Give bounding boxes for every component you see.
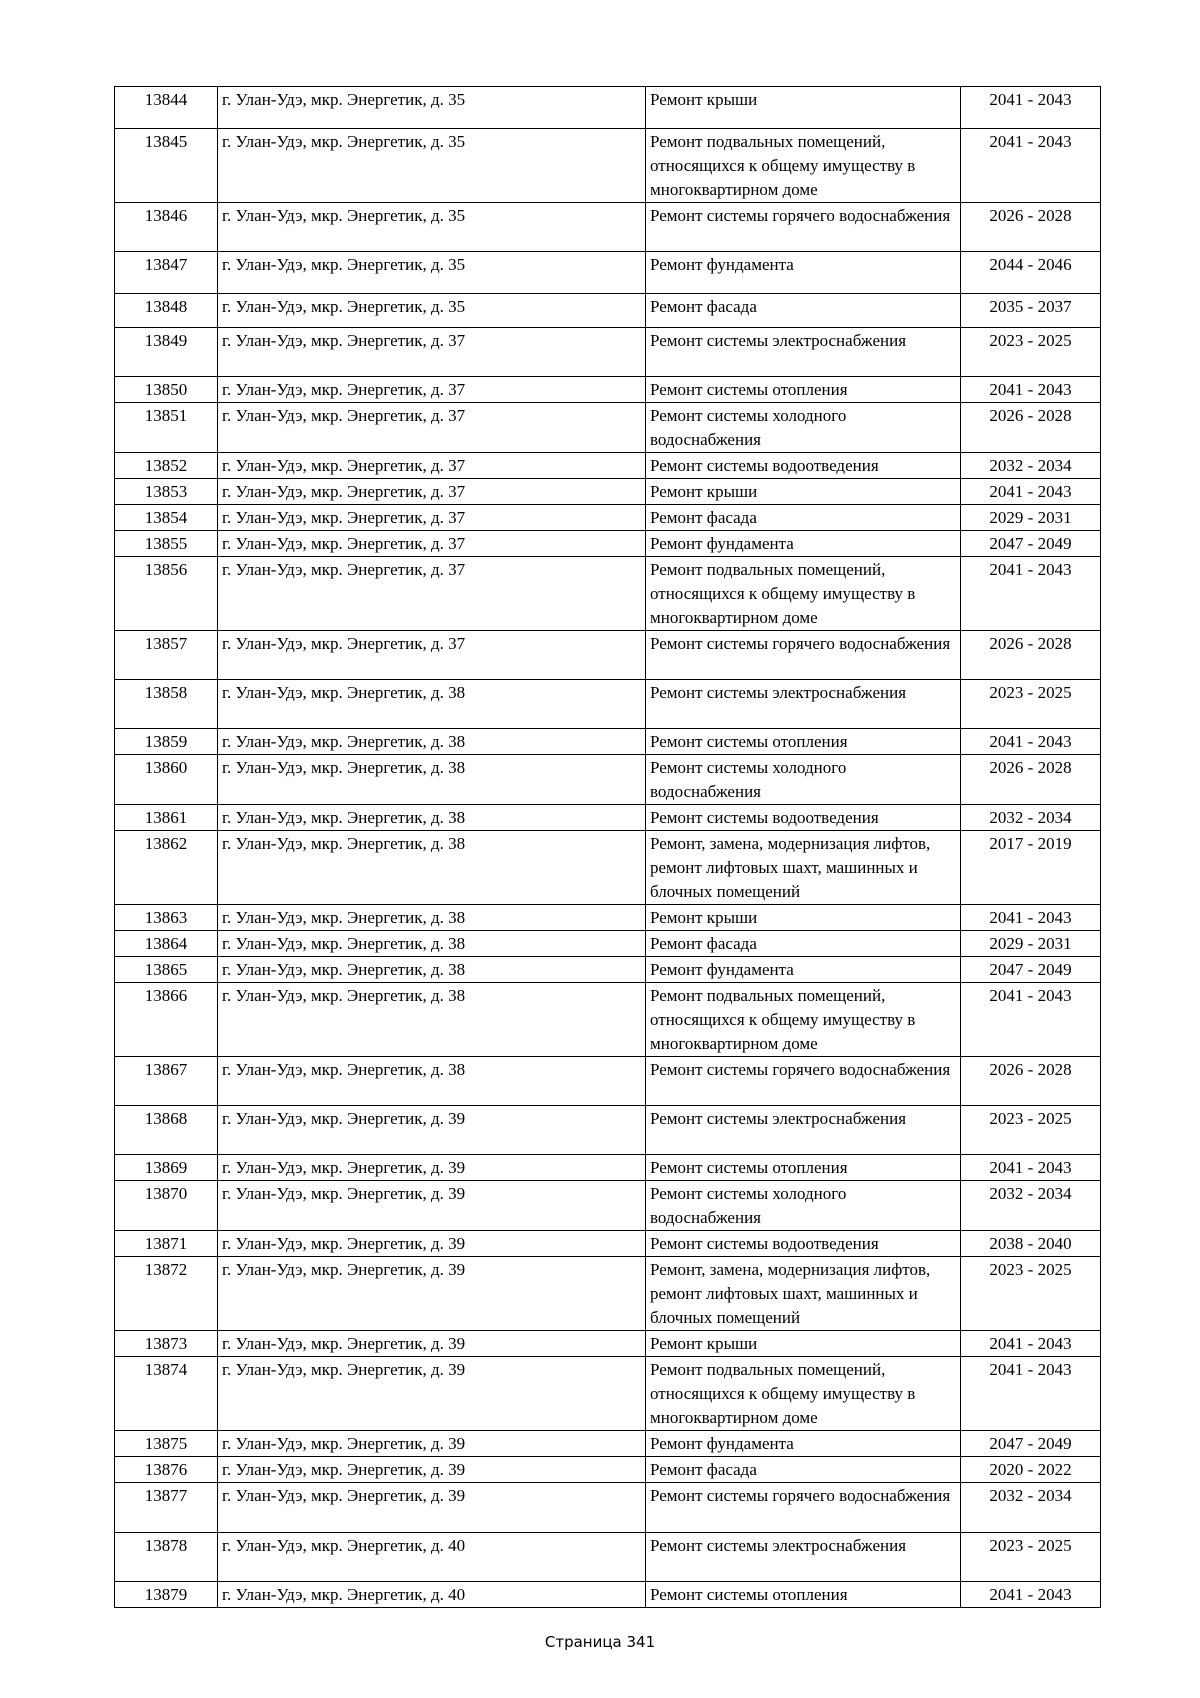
address-cell: г. Улан-Удэ, мкр. Энергетик, д. 38 [218,931,646,957]
address-cell: г. Улан-Удэ, мкр. Энергетик, д. 39 [218,1331,646,1357]
row-number-cell: 13865 [115,957,218,983]
period-cell: 2041 - 2043 [961,479,1101,505]
row-number-cell: 13845 [115,129,218,203]
table-row [115,1457,1101,1483]
row-number-cell: 13846 [115,203,218,252]
period-cell: 2032 - 2034 [961,805,1101,831]
period-cell: 2041 - 2043 [961,729,1101,755]
table-row [115,1331,1101,1357]
work-type-cell: Ремонт системы отопления [646,377,961,403]
address-cell: г. Улан-Удэ, мкр. Энергетик, д. 37 [218,479,646,505]
table-row [115,1057,1101,1106]
table-row [115,680,1101,729]
row-number-cell: 13858 [115,680,218,729]
work-type-cell: Ремонт системы водоотведения [646,1231,961,1257]
table-row [115,377,1101,403]
address-cell: г. Улан-Удэ, мкр. Энергетик, д. 38 [218,729,646,755]
work-type-cell: Ремонт системы электроснабжения [646,328,961,377]
period-cell: 2026 - 2028 [961,1057,1101,1106]
address-cell: г. Улан-Удэ, мкр. Энергетик, д. 39 [218,1181,646,1231]
table-row [115,505,1101,531]
period-cell: 2041 - 2043 [961,983,1101,1057]
table-row [115,1357,1101,1431]
row-number-cell: 13862 [115,831,218,905]
work-type-cell: Ремонт фасада [646,294,961,328]
work-type-cell: Ремонт, замена, модернизация лифтов, ремонт лифтовых шахт, машинных и блочных помещений [646,1257,961,1331]
table-row [115,453,1101,479]
table-row [115,1483,1101,1533]
address-cell: г. Улан-Удэ, мкр. Энергетик, д. 39 [218,1431,646,1457]
work-type-cell: Ремонт системы электроснабжения [646,680,961,729]
address-cell: г. Улан-Удэ, мкр. Энергетик, д. 39 [218,1257,646,1331]
row-number-cell: 13852 [115,453,218,479]
work-type-cell: Ремонт системы горячего водоснабжения [646,1483,961,1533]
period-cell: 2029 - 2031 [961,505,1101,531]
address-cell: г. Улан-Удэ, мкр. Энергетик, д. 39 [218,1483,646,1533]
address-cell: г. Улан-Удэ, мкр. Энергетик, д. 39 [218,1155,646,1181]
row-number-cell: 13876 [115,1457,218,1483]
address-cell: г. Улан-Удэ, мкр. Энергетик, д. 35 [218,203,646,252]
table-row [115,129,1101,203]
work-type-cell: Ремонт системы отопления [646,729,961,755]
period-cell: 2038 - 2040 [961,1231,1101,1257]
period-cell: 2026 - 2028 [961,403,1101,453]
table-row [115,557,1101,631]
work-type-cell: Ремонт системы отопления [646,1582,961,1608]
table-row [115,203,1101,252]
work-type-cell: Ремонт фундамента [646,531,961,557]
work-type-cell: Ремонт крыши [646,479,961,505]
period-cell: 2035 - 2037 [961,294,1101,328]
table-row [115,805,1101,831]
period-cell: 2023 - 2025 [961,1106,1101,1155]
address-cell: г. Улан-Удэ, мкр. Энергетик, д. 38 [218,905,646,931]
work-type-cell: Ремонт подвальных помещений, относящихся к общему имуществу в многоквартирном доме [646,983,961,1057]
table-row [115,831,1101,905]
work-type-cell: Ремонт системы отопления [646,1155,961,1181]
table-row [115,1582,1101,1608]
table-row [115,252,1101,294]
address-cell: г. Улан-Удэ, мкр. Энергетик, д. 37 [218,328,646,377]
row-number-cell: 13872 [115,1257,218,1331]
row-number-cell: 13859 [115,729,218,755]
period-cell: 2041 - 2043 [961,1331,1101,1357]
address-cell: г. Улан-Удэ, мкр. Энергетик, д. 38 [218,1057,646,1106]
address-cell: г. Улан-Удэ, мкр. Энергетик, д. 39 [218,1106,646,1155]
work-type-cell: Ремонт крыши [646,1331,961,1357]
row-number-cell: 13868 [115,1106,218,1155]
work-type-cell: Ремонт фасада [646,1457,961,1483]
table-row [115,729,1101,755]
period-cell: 2032 - 2034 [961,1483,1101,1533]
work-type-cell: Ремонт системы холодного водоснабжения [646,755,961,805]
row-number-cell: 13855 [115,531,218,557]
table-row [115,87,1101,129]
work-type-cell: Ремонт системы водоотведения [646,453,961,479]
table-row [115,1155,1101,1181]
work-type-cell: Ремонт системы горячего водоснабжения [646,203,961,252]
period-cell: 2047 - 2049 [961,957,1101,983]
period-cell: 2041 - 2043 [961,1155,1101,1181]
row-number-cell: 13877 [115,1483,218,1533]
row-number-cell: 13863 [115,905,218,931]
row-number-cell: 13853 [115,479,218,505]
address-cell: г. Улан-Удэ, мкр. Энергетик, д. 38 [218,680,646,729]
address-cell: г. Улан-Удэ, мкр. Энергетик, д. 38 [218,805,646,831]
period-cell: 2026 - 2028 [961,203,1101,252]
address-cell: г. Улан-Удэ, мкр. Энергетик, д. 38 [218,957,646,983]
row-number-cell: 13849 [115,328,218,377]
capital-repair-table [114,86,1101,1608]
period-cell: 2041 - 2043 [961,377,1101,403]
work-type-cell: Ремонт фундамента [646,957,961,983]
work-type-cell: Ремонт системы горячего водоснабжения [646,1057,961,1106]
address-cell: г. Улан-Удэ, мкр. Энергетик, д. 39 [218,1357,646,1431]
row-number-cell: 13850 [115,377,218,403]
row-number-cell: 13857 [115,631,218,680]
table-row [115,479,1101,505]
address-cell: г. Улан-Удэ, мкр. Энергетик, д. 37 [218,403,646,453]
row-number-cell: 13866 [115,983,218,1057]
row-number-cell: 13854 [115,505,218,531]
period-cell: 2041 - 2043 [961,557,1101,631]
period-cell: 2032 - 2034 [961,453,1101,479]
period-cell: 2047 - 2049 [961,1431,1101,1457]
row-number-cell: 13879 [115,1582,218,1608]
table-row [115,755,1101,805]
work-type-cell: Ремонт системы электроснабжения [646,1106,961,1155]
table-row [115,931,1101,957]
page-number: Страница 341 [544,1633,656,1651]
period-cell: 2029 - 2031 [961,931,1101,957]
table-row [115,403,1101,453]
work-type-cell: Ремонт фасада [646,505,961,531]
period-cell: 2041 - 2043 [961,1357,1101,1431]
address-cell: г. Улан-Удэ, мкр. Энергетик, д. 37 [218,505,646,531]
row-number-cell: 13848 [115,294,218,328]
row-number-cell: 13870 [115,1181,218,1231]
address-cell: г. Улан-Удэ, мкр. Энергетик, д. 35 [218,252,646,294]
work-type-cell: Ремонт системы электроснабжения [646,1533,961,1582]
address-cell: г. Улан-Удэ, мкр. Энергетик, д. 40 [218,1533,646,1582]
row-number-cell: 13844 [115,87,218,129]
row-number-cell: 13878 [115,1533,218,1582]
work-type-cell: Ремонт крыши [646,87,961,129]
table-row [115,1533,1101,1582]
work-type-cell: Ремонт системы холодного водоснабжения [646,403,961,453]
address-cell: г. Улан-Удэ, мкр. Энергетик, д. 40 [218,1582,646,1608]
period-cell: 2023 - 2025 [961,680,1101,729]
period-cell: 2023 - 2025 [961,328,1101,377]
address-cell: г. Улан-Удэ, мкр. Энергетик, д. 37 [218,557,646,631]
work-type-cell: Ремонт фасада [646,931,961,957]
table-row [115,1257,1101,1331]
table-body [115,87,1101,1608]
work-type-cell: Ремонт, замена, модернизация лифтов, ремонт лифтовых шахт, машинных и блочных помещений [646,831,961,905]
work-type-cell: Ремонт фундамента [646,252,961,294]
row-number-cell: 13861 [115,805,218,831]
table-row [115,957,1101,983]
row-number-cell: 13871 [115,1231,218,1257]
address-cell: г. Улан-Удэ, мкр. Энергетик, д. 39 [218,1457,646,1483]
period-cell: 2026 - 2028 [961,631,1101,680]
period-cell: 2047 - 2049 [961,531,1101,557]
period-cell: 2020 - 2022 [961,1457,1101,1483]
table-row [115,1431,1101,1457]
row-number-cell: 13856 [115,557,218,631]
row-number-cell: 13873 [115,1331,218,1357]
address-cell: г. Улан-Удэ, мкр. Энергетик, д. 38 [218,755,646,805]
period-cell: 2023 - 2025 [961,1533,1101,1582]
period-cell: 2026 - 2028 [961,755,1101,805]
address-cell: г. Улан-Удэ, мкр. Энергетик, д. 35 [218,87,646,129]
table-row [115,905,1101,931]
work-type-cell: Ремонт подвальных помещений, относящихся к общему имуществу в многоквартирном доме [646,1357,961,1431]
work-type-cell: Ремонт фундамента [646,1431,961,1457]
table-row [115,294,1101,328]
address-cell: г. Улан-Удэ, мкр. Энергетик, д. 35 [218,129,646,203]
row-number-cell: 13847 [115,252,218,294]
work-type-cell: Ремонт крыши [646,905,961,931]
address-cell: г. Улан-Удэ, мкр. Энергетик, д. 37 [218,631,646,680]
address-cell: г. Улан-Удэ, мкр. Энергетик, д. 37 [218,453,646,479]
address-cell: г. Улан-Удэ, мкр. Энергетик, д. 37 [218,531,646,557]
row-number-cell: 13874 [115,1357,218,1431]
address-cell: г. Улан-Удэ, мкр. Энергетик, д. 38 [218,983,646,1057]
work-type-cell: Ремонт подвальных помещений, относящихся к общему имуществу в многоквартирном доме [646,557,961,631]
row-number-cell: 13875 [115,1431,218,1457]
period-cell: 2041 - 2043 [961,87,1101,129]
period-cell: 2041 - 2043 [961,129,1101,203]
address-cell: г. Улан-Удэ, мкр. Энергетик, д. 39 [218,1231,646,1257]
table-row [115,328,1101,377]
period-cell: 2044 - 2046 [961,252,1101,294]
work-type-cell: Ремонт системы водоотведения [646,805,961,831]
address-cell: г. Улан-Удэ, мкр. Энергетик, д. 35 [218,294,646,328]
row-number-cell: 13851 [115,403,218,453]
table-row [115,983,1101,1057]
work-type-cell: Ремонт системы холодного водоснабжения [646,1181,961,1231]
row-number-cell: 13864 [115,931,218,957]
table-row [115,1231,1101,1257]
address-cell: г. Улан-Удэ, мкр. Энергетик, д. 37 [218,377,646,403]
period-cell: 2032 - 2034 [961,1181,1101,1231]
period-cell: 2041 - 2043 [961,905,1101,931]
period-cell: 2041 - 2043 [961,1582,1101,1608]
table-row [115,1181,1101,1231]
work-type-cell: Ремонт системы горячего водоснабжения [646,631,961,680]
work-type-cell: Ремонт подвальных помещений, относящихся к общему имуществу в многоквартирном доме [646,129,961,203]
row-number-cell: 13867 [115,1057,218,1106]
row-number-cell: 13869 [115,1155,218,1181]
table-row [115,1106,1101,1155]
table-row [115,631,1101,680]
address-cell: г. Улан-Удэ, мкр. Энергетик, д. 38 [218,831,646,905]
period-cell: 2023 - 2025 [961,1257,1101,1331]
table-row [115,531,1101,557]
period-cell: 2017 - 2019 [961,831,1101,905]
row-number-cell: 13860 [115,755,218,805]
